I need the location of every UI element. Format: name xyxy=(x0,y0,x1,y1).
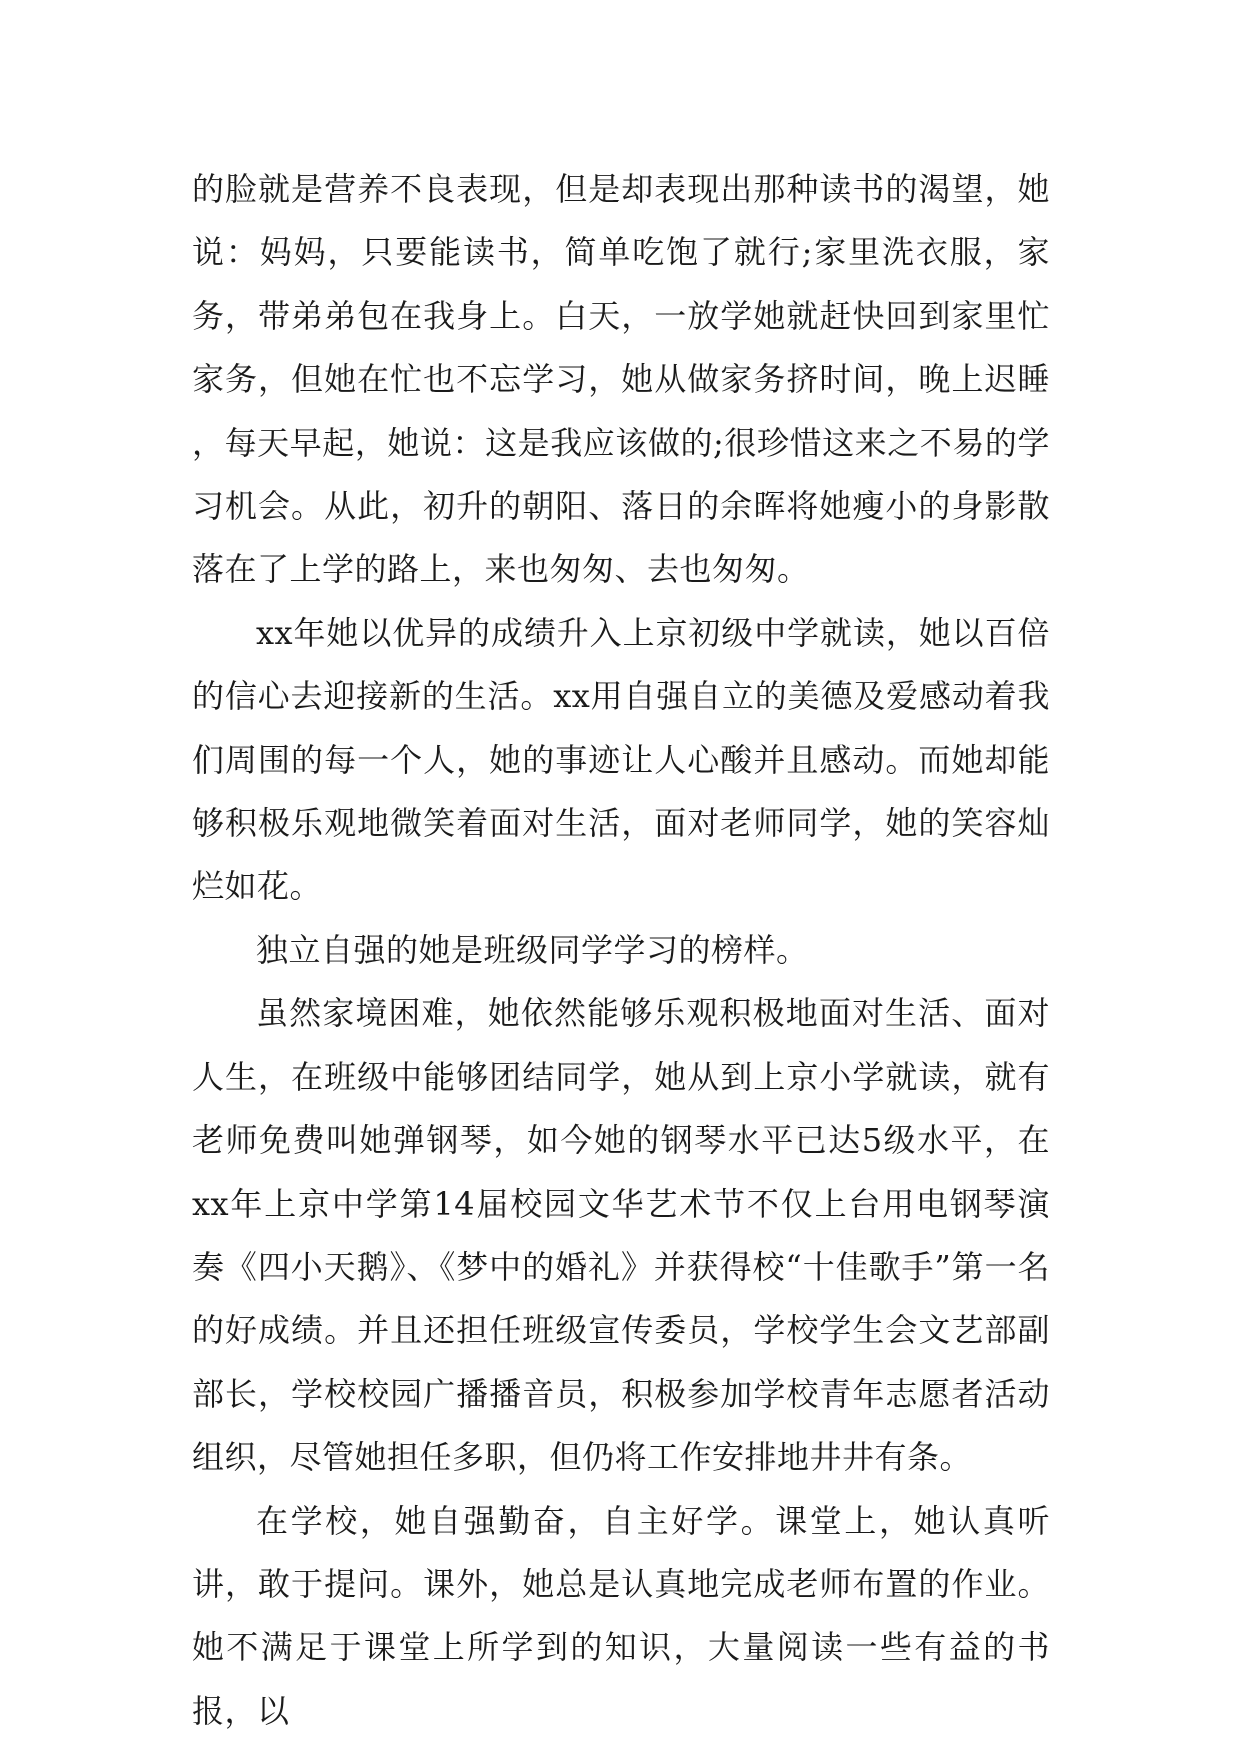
document-page xyxy=(192,158,1050,1743)
paragraph-5: 在学校，她自强勤奋，自主好学。课堂上，她认真听讲，敢于提问。课外，她总是认真地完成老师布置的作业。她不满足于课堂上所学到的知识，大量阅读一些有益的书报，以 xyxy=(192,1501,1050,1730)
paragraph-3: 独立自强的她是班级同学学习的榜样。 xyxy=(256,930,809,969)
paragraph-4: 虽然家境困难，她依然能够乐观积极地面对生活、面对人生，在班级中能够团结同学，她从到上京小学就读，就有老师免费叫她弹钢琴，如今她的钢琴水平已达5级水平，在xx年上京中学第14届校园文华艺术节不仅上台用电钢琴演奏《四小天鹅》、《梦中的婚礼》并获得校“十佳歌手”第一名的好成绩。并且还担任班级宣传委员，学校学生会文艺部副部长，学校校园广播播音员，积极参加学校青年志愿者活动组织，尽管她担任多职，但仍将工作安排地井井有条。 xyxy=(192,994,1050,1477)
paragraph-2: xx年她以优异的成绩升入上京初级中学就读，她以百倍的信心去迎接新的生活。xx用自强自立的美德及爱感动着我们周围的每一个人，她的事迹让人心酸并且感动。而她却能够积极乐观地微笑着面对生活，面对老师同学，她的笑容灿烂如花。 xyxy=(192,613,1050,906)
paragraph-1: 的脸就是营养不良表现，但是却表现出那种读书的渴望，她说：妈妈，只要能读书，简单吃饱了就行;家里洗衣服，家务，带弟弟包在我身上。白天，一放学她就赶快回到家里忙家务，但她在忙也不忘学习，她从做家务挤时间，晚上迟睡 ，每天早起，她说：这是我应该做的;很珍惜这来之不易的学习机会。从此，初升的朝阳、落日的余晖将她瘦小的身影散落在了上学的路上，来也匆匆、去也匆匆。 xyxy=(192,170,1050,589)
